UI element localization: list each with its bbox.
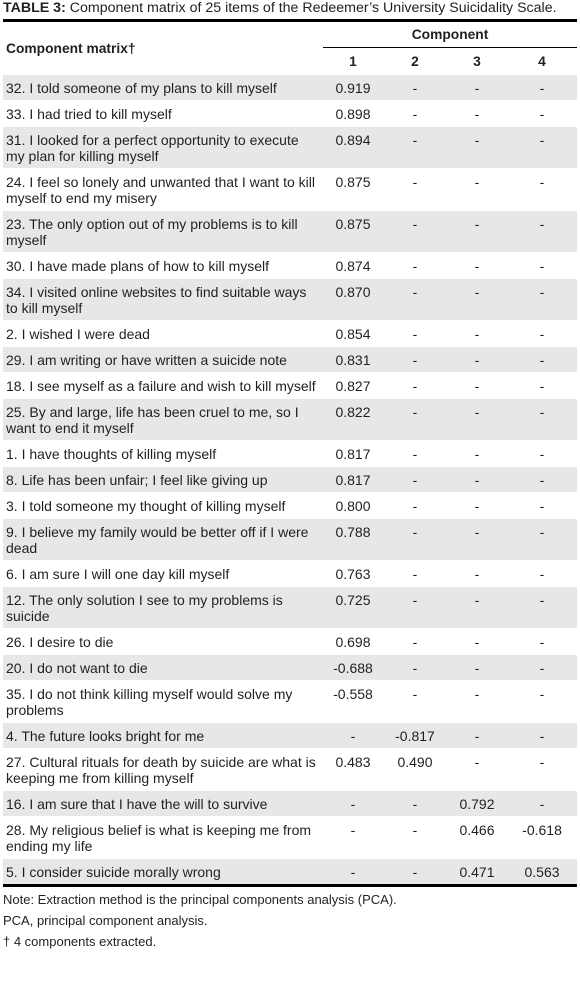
loading-cell-component-3: -: [447, 441, 507, 467]
item-text: 8. Life has been unfair; I feel like giving up: [3, 467, 323, 493]
loading-cell-component-1: 0.831: [323, 347, 383, 373]
item-text: 5. I consider suicide morally wrong: [3, 859, 323, 885]
item-text: 26. I desire to die: [3, 629, 323, 655]
table-row: [3, 253, 577, 279]
loading-cell-component-4: -: [507, 347, 577, 373]
item-text: 18. I see myself as a failure and wish to kill myself: [3, 373, 323, 399]
loading-cell-component-3: -: [447, 279, 507, 321]
loading-cell-component-1: 0.725: [323, 587, 383, 629]
column-header: 4: [538, 53, 546, 69]
loading-cell-component-2: -: [383, 279, 447, 321]
table-row: [3, 211, 577, 253]
loading-cell-component-3: -: [447, 127, 507, 169]
loading-cell-component-3: -: [447, 629, 507, 655]
loading-cell-component-4: -0.618: [507, 817, 577, 859]
column-header: 1: [349, 53, 357, 69]
loading-cell-component-1: 0.894: [323, 127, 383, 169]
loading-cell-component-3: -: [447, 723, 507, 749]
loading-cell-component-2: -: [383, 211, 447, 253]
table-row: [3, 127, 577, 169]
loading-cell-component-1: -: [323, 859, 383, 885]
loading-cell-component-4: -: [507, 253, 577, 279]
loading-cell-component-1: 0.483: [323, 749, 383, 791]
loading-cell-component-2: -: [383, 817, 447, 859]
caption-label: TABLE 3:: [3, 0, 66, 16]
loading-cell-component-2: -: [383, 169, 447, 211]
loading-cell-component-1: -: [323, 723, 383, 749]
loading-cell-component-1: 0.874: [323, 253, 383, 279]
loading-cell-component-2: 0.490: [383, 749, 447, 791]
loading-cell-component-3: -: [447, 467, 507, 493]
loading-cell-component-1: 0.788: [323, 519, 383, 561]
table-row: [3, 169, 577, 211]
loading-cell-component-2: -: [383, 321, 447, 347]
loading-cell-component-1: 0.822: [323, 399, 383, 441]
loading-cell-component-2: -: [383, 561, 447, 587]
loading-cell-component-4: -: [507, 467, 577, 493]
loading-cell-component-2: -: [383, 373, 447, 399]
component-matrix-table: [3, 22, 577, 884]
item-text: 29. I am writing or have written a suicide note: [3, 347, 323, 373]
loading-cell-component-2: -0.817: [383, 723, 447, 749]
loading-cell-component-2: -: [383, 347, 447, 373]
table-row: [3, 519, 577, 561]
loading-cell-component-4: -: [507, 279, 577, 321]
loading-cell-component-1: 0.763: [323, 561, 383, 587]
loading-cell-component-4: -: [507, 681, 577, 723]
loading-cell-component-3: -: [447, 321, 507, 347]
loading-cell-component-2: -: [383, 519, 447, 561]
note-extraction-method: Note: Extraction method is the principal components analysis (PCA).: [3, 892, 397, 907]
loading-cell-component-1: -0.688: [323, 655, 383, 681]
loading-cell-component-2: -: [383, 467, 447, 493]
loading-cell-component-4: -: [507, 749, 577, 791]
item-text: 31. I looked for a perfect opportunity to execute my plan for killing myself: [3, 127, 323, 169]
loading-cell-component-1: -: [323, 791, 383, 817]
item-text: 3. I told someone my thought of killing myself: [3, 493, 323, 519]
loading-cell-component-3: 0.792: [447, 791, 507, 817]
loading-cell-component-3: -: [447, 655, 507, 681]
table-row: [3, 441, 577, 467]
item-text: 35. I do not think killing myself would solve my problems: [3, 681, 323, 723]
loading-cell-component-1: 0.875: [323, 211, 383, 253]
table-row: [3, 629, 577, 655]
loading-cell-component-3: -: [447, 399, 507, 441]
loading-cell-component-2: -: [383, 629, 447, 655]
loading-cell-component-4: -: [507, 321, 577, 347]
item-text: 33. I had tried to kill myself: [3, 101, 323, 127]
loading-cell-component-3: -: [447, 373, 507, 399]
loading-cell-component-4: -: [507, 723, 577, 749]
loading-cell-component-4: -: [507, 101, 577, 127]
loading-cell-component-4: -: [507, 655, 577, 681]
item-text: 16. I am sure that I have the will to survive: [3, 791, 323, 817]
loading-cell-component-3: -: [447, 211, 507, 253]
item-text: 9. I believe my family would be better off if I were dead: [3, 519, 323, 561]
item-text: 30. I have made plans of how to kill myself: [3, 253, 323, 279]
loading-cell-component-2: -: [383, 859, 447, 885]
item-text: 27. Cultural rituals for death by suicide are what is keeping me from killing myself: [3, 749, 323, 791]
table-row: [3, 723, 577, 749]
loading-cell-component-4: 0.563: [507, 859, 577, 885]
table-row: [3, 791, 577, 817]
item-text: 28. My religious belief is what is keeping me from ending my life: [3, 817, 323, 859]
loading-cell-component-1: 0.698: [323, 629, 383, 655]
table-caption: [3, 0, 577, 17]
note-footnote: † 4 components extracted.: [3, 934, 157, 949]
loading-cell-component-2: -: [383, 681, 447, 723]
loading-cell-component-3: -: [447, 681, 507, 723]
loading-cell-component-2: -: [383, 791, 447, 817]
item-text: 20. I do not want to die: [3, 655, 323, 681]
loading-cell-component-1: 0.898: [323, 101, 383, 127]
table-row: [3, 399, 577, 441]
table-row: [3, 467, 577, 493]
loading-cell-component-3: -: [447, 519, 507, 561]
loading-cell-component-2: -: [383, 101, 447, 127]
loading-cell-component-1: 0.919: [323, 75, 383, 101]
item-text: 34. I visited online websites to find suitable ways to kill myself: [3, 279, 323, 321]
loading-cell-component-1: 0.800: [323, 493, 383, 519]
loading-cell-component-2: -: [383, 253, 447, 279]
table-row: [3, 75, 577, 101]
loading-cell-component-3: -: [447, 347, 507, 373]
table-row: [3, 587, 577, 629]
loading-cell-component-1: -: [323, 817, 383, 859]
table-row: [3, 373, 577, 399]
item-text: 4. The future looks bright for me: [3, 723, 323, 749]
loading-cell-component-4: -: [507, 629, 577, 655]
loading-cell-component-4: -: [507, 211, 577, 253]
loading-cell-component-2: -: [383, 75, 447, 101]
loading-cell-component-2: -: [383, 127, 447, 169]
table-row: [3, 347, 577, 373]
table-row: [3, 859, 577, 885]
loading-cell-component-3: -: [447, 493, 507, 519]
loading-cell-component-3: -: [447, 101, 507, 127]
loading-cell-component-4: -: [507, 493, 577, 519]
loading-cell-component-3: -: [447, 561, 507, 587]
loading-cell-component-1: 0.817: [323, 467, 383, 493]
loading-cell-component-4: -: [507, 127, 577, 169]
item-text: 23. The only option out of my problems is to kill myself: [3, 211, 323, 253]
loading-cell-component-1: -0.558: [323, 681, 383, 723]
loading-cell-component-4: -: [507, 169, 577, 211]
table-row: [3, 655, 577, 681]
loading-cell-component-4: -: [507, 373, 577, 399]
item-text: 25. By and large, life has been cruel to me, so I want to end it myself: [3, 399, 323, 441]
loading-cell-component-3: -: [447, 169, 507, 211]
loading-cell-component-2: -: [383, 399, 447, 441]
table-body: [3, 75, 577, 885]
table-row: [3, 321, 577, 347]
loading-cell-component-3: -: [447, 749, 507, 791]
loading-cell-component-3: 0.471: [447, 859, 507, 885]
table-row: [3, 817, 577, 859]
table-row: [3, 681, 577, 723]
table-row: [3, 279, 577, 321]
loading-cell-component-1: 0.817: [323, 441, 383, 467]
column-header: 3: [473, 53, 481, 69]
loading-cell-component-1: 0.854: [323, 321, 383, 347]
item-text: 12. The only solution I see to my problems is suicide: [3, 587, 323, 629]
loading-cell-component-3: -: [447, 253, 507, 279]
loading-cell-component-3: 0.466: [447, 817, 507, 859]
loading-cell-component-4: -: [507, 75, 577, 101]
item-text: 2. I wished I were dead: [3, 321, 323, 347]
component-group-header: Component: [323, 22, 577, 48]
column-header: 2: [411, 53, 419, 69]
loading-cell-component-2: -: [383, 655, 447, 681]
table-row: [3, 749, 577, 791]
table-row: [3, 493, 577, 519]
loading-cell-component-3: -: [447, 587, 507, 629]
loading-cell-component-4: -: [507, 561, 577, 587]
item-text: 6. I am sure I will one day kill myself: [3, 561, 323, 587]
loading-cell-component-3: -: [447, 75, 507, 101]
loading-cell-component-1: 0.827: [323, 373, 383, 399]
table-row: [3, 561, 577, 587]
row-header-label: Component matrix†: [6, 40, 136, 56]
loading-cell-component-4: -: [507, 519, 577, 561]
loading-cell-component-4: -: [507, 791, 577, 817]
table-row: [3, 101, 577, 127]
caption-text: Component matrix of 25 items of the Redeemer’s University Suicidality Scale.: [65, 0, 557, 16]
item-text: 24. I feel so lonely and unwanted that I want to kill myself to end my misery: [3, 169, 323, 211]
loading-cell-component-4: -: [507, 399, 577, 441]
loading-cell-component-2: -: [383, 587, 447, 629]
loading-cell-component-1: 0.875: [323, 169, 383, 211]
item-text: 32. I told someone of my plans to kill myself: [3, 75, 323, 101]
loading-cell-component-1: 0.870: [323, 279, 383, 321]
loading-cell-component-4: -: [507, 587, 577, 629]
loading-cell-component-2: -: [383, 493, 447, 519]
table-notes: [3, 887, 577, 950]
loading-cell-component-4: -: [507, 441, 577, 467]
loading-cell-component-2: -: [383, 441, 447, 467]
note-abbreviation: PCA, principal component analysis.: [3, 913, 208, 928]
item-text: 1. I have thoughts of killing myself: [3, 441, 323, 467]
